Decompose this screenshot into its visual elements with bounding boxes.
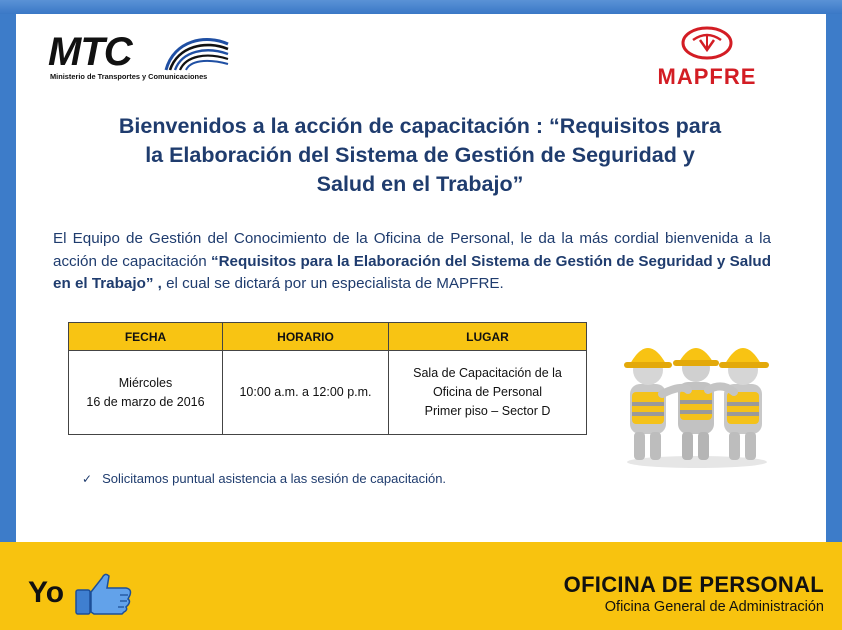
worker-left xyxy=(624,348,672,460)
fecha-day: Miércoles xyxy=(118,375,173,390)
workers-illustration xyxy=(612,324,782,469)
worker-right xyxy=(719,348,769,460)
frame-top xyxy=(0,0,842,14)
mtc-logo-text: MTC xyxy=(48,30,132,74)
fecha-date: 16 de marzo de 2016 xyxy=(86,394,205,409)
office-block xyxy=(520,572,824,616)
schedule-row xyxy=(69,351,587,435)
attendance-note-text: Solicitamos puntual asistencia a las sesión de capacitación. xyxy=(102,471,447,486)
attendance-note xyxy=(82,471,446,486)
schedule-table xyxy=(68,322,587,435)
mtc-logo-subtitle: Ministerio de Transportes y Comunicaciones xyxy=(50,72,208,81)
mapfre-logo-text: MAPFRE xyxy=(657,64,757,89)
worker-middle xyxy=(673,348,719,460)
page-title xyxy=(40,112,800,199)
header-lugar: LUGAR xyxy=(389,323,587,351)
intro-course-name: “Requisitos para la Elaboración del Sistema de Gestión de Seguridad y Salud en el Trabajo” , xyxy=(53,252,771,292)
mtc-wave-icon xyxy=(160,34,232,74)
yo-like-logo xyxy=(28,570,148,618)
cell-lugar xyxy=(389,351,587,435)
title-line-1: Bienvenidos a la acción de capacitación : “Requisitos para xyxy=(118,114,722,138)
check-icon: ✓ xyxy=(82,472,93,486)
mapfre-logo xyxy=(612,26,802,88)
header-horario: HORARIO xyxy=(223,323,389,351)
cell-fecha xyxy=(69,351,223,435)
mtc-logo xyxy=(48,32,238,86)
schedule-header-row xyxy=(69,323,587,351)
lugar-line-3: Primer piso – Sector D xyxy=(424,404,551,418)
header-fecha: FECHA xyxy=(69,323,223,351)
intro-tail: el cual se dictará por un especialista de MAPFRE. xyxy=(161,275,504,292)
title-line-2: la Elaboración del Sistema de Gestión de Seguridad y xyxy=(145,143,695,167)
mapfre-emblem-icon xyxy=(680,26,734,62)
intro-lead: El Equipo de Gestión del Conocimiento de la Oficina de Personal, le da la más cordial bienvenida a la acción de capacitación xyxy=(53,230,771,270)
lugar-line-2: Oficina de Personal xyxy=(432,385,543,399)
title-line-3: Salud en el Trabajo” xyxy=(316,172,524,196)
thumbs-up-icon xyxy=(72,570,134,616)
lugar-line-1: Sala de Capacitación de la xyxy=(413,366,562,380)
office-subtitle: Oficina General de Administración xyxy=(604,599,824,615)
yo-text: Yo xyxy=(28,576,65,609)
intro-paragraph xyxy=(53,228,771,296)
office-title: OFICINA DE PERSONAL xyxy=(563,572,824,597)
cell-horario: 10:00 a.m. a 12:00 p.m. xyxy=(223,351,389,435)
